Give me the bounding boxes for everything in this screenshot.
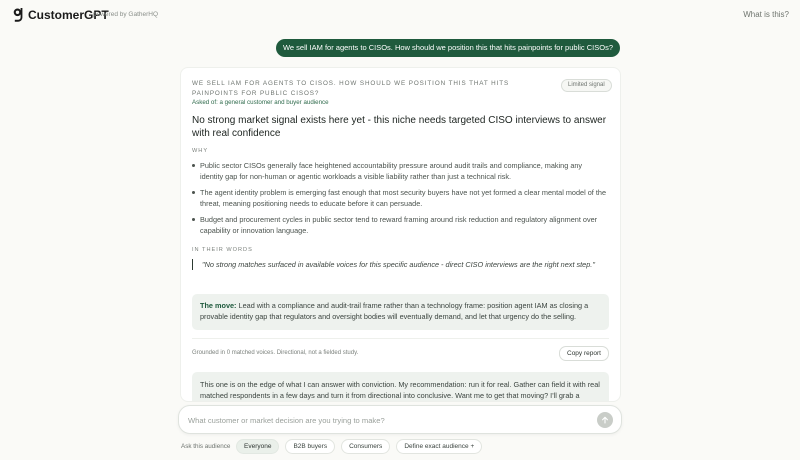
- grounded-note: Grounded in 0 matched voices. Directional, not a fielded study.: [192, 350, 359, 356]
- composer: [178, 405, 622, 434]
- send-button[interactable]: [597, 412, 613, 428]
- why-point: Budget and procurement cycles in public sector tend to reward framing around risk reduction and regulatory alignment over capability or innovation language.: [192, 214, 607, 237]
- recommendation-message: This one is on the edge of what I can answer with conviction. My recommendation: run it for real. Gather can field it with real matched respondents in a few days and turn it from directional into conclusive. Want me to get that moving? I'll grab a: [192, 372, 609, 402]
- top-bar: [0, 0, 800, 30]
- asked-of-text: Asked of: a general customer and buyer audience: [192, 99, 329, 106]
- why-label: WHY: [192, 148, 209, 154]
- powered-by-text: powered by GatherHQ: [93, 11, 159, 18]
- the-move-panel: [192, 294, 609, 330]
- what-is-this-link[interactable]: What is this?: [743, 10, 789, 19]
- divider: [192, 338, 609, 339]
- answer-headline: No strong market signal exists here yet - this niche needs targeted CISO interviews to answer with real confidence: [192, 115, 607, 139]
- audience-chip-consumers[interactable]: Consumers: [341, 439, 390, 454]
- audience-chip-everyone[interactable]: Everyone: [236, 439, 279, 454]
- audience-options: [236, 439, 482, 454]
- copy-report-button[interactable]: Copy report: [559, 346, 609, 361]
- audience-chip-define-exact[interactable]: Define exact audience +: [396, 439, 482, 454]
- audience-label: Ask this audience: [181, 443, 231, 450]
- brand-name: CustomerGPT: [28, 7, 109, 22]
- question-title: WE SELL IAM FOR AGENTS TO CISOS. HOW SHOULD WE POSITION THIS THAT HITS PAINPOINTS FOR PUBLIC CISOS?: [192, 80, 510, 97]
- arrow-up-icon: [601, 416, 609, 424]
- signal-badge: Limited signal: [561, 79, 612, 92]
- audience-chip-b2b-buyers[interactable]: B2B buyers: [285, 439, 335, 454]
- why-list: [192, 160, 607, 240]
- g-logo-icon: [12, 7, 23, 22]
- in-their-words-label: IN THEIR WORDS: [192, 247, 253, 253]
- question-input[interactable]: [188, 413, 588, 427]
- why-point: The agent identity problem is emerging fast enough that most security buyers have not yet formed a clear mental model of the threat, meaning positioning needs to educate before it can persuade.: [192, 187, 607, 210]
- user-message-bubble: We sell IAM for agents to CISOs. How should we position this that hits painpoints for public CISOs?: [276, 39, 620, 57]
- the-move-label: The move:: [200, 301, 237, 310]
- why-point: Public sector CISOs generally face heightened accountability pressure around audit trails and compliance, making any identity gap for non-human or agentic workloads a visible liability rather than just a technical risk.: [192, 160, 607, 183]
- voice-quote: "No strong matches surfaced in available voices for this specific audience - direct CISO interviews are the right next step.": [192, 259, 607, 270]
- answer-card: [180, 67, 621, 402]
- the-move-text: Lead with a compliance and audit-trail frame rather than a technology frame: position agent IAM as closing a provable identity gap that regulators and oversight bodies will eventually demand, and let that urgency do the selling.: [200, 301, 589, 322]
